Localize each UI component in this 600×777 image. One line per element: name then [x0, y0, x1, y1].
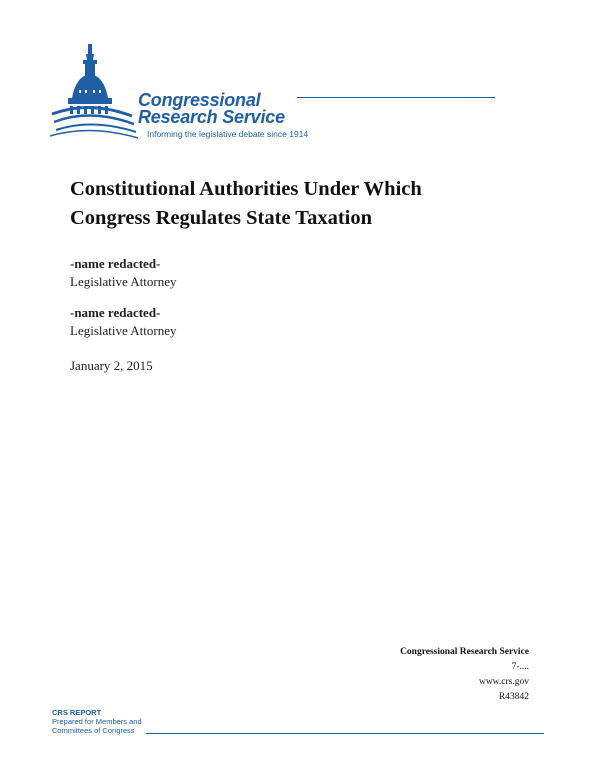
footer-line-1: Prepared for Members and [52, 717, 142, 726]
tagline-rule [297, 97, 495, 98]
crs-brand-name [138, 92, 285, 126]
report-title [70, 175, 540, 233]
author-role: Legislative Attorney [70, 323, 177, 338]
crs-report-number: R43842 [498, 692, 529, 702]
brand-line-1: Congressional [138, 90, 261, 110]
author-block [70, 255, 177, 291]
footer-line-2: Committees of Congress [52, 726, 135, 735]
author-role: Legislative Attorney [70, 274, 177, 289]
author-name: -name redacted- [70, 256, 161, 271]
crs-report-footer [52, 708, 552, 735]
capitol-dome-icon [50, 40, 150, 145]
title-line-1: Constitutional Authorities Under Which [70, 178, 422, 200]
footer-report-label: CRS REPORT [52, 708, 102, 717]
crs-tagline: Informing the legislative debate since 1914 [147, 129, 309, 139]
crs-org-name: Congressional Research Service [400, 647, 529, 657]
crs-phone: 7-.... [511, 662, 529, 672]
author-block [70, 304, 177, 340]
brand-line-2: Research Service [138, 107, 285, 127]
crs-info-block [400, 645, 529, 705]
footer-rule [146, 733, 544, 734]
report-date: January 2, 2015 [70, 358, 153, 373]
crs-logo [50, 40, 550, 150]
crs-website: www.crs.gov [478, 677, 529, 687]
title-line-2: Congress Regulates State Taxation [70, 207, 373, 229]
author-name: -name redacted- [70, 305, 161, 320]
